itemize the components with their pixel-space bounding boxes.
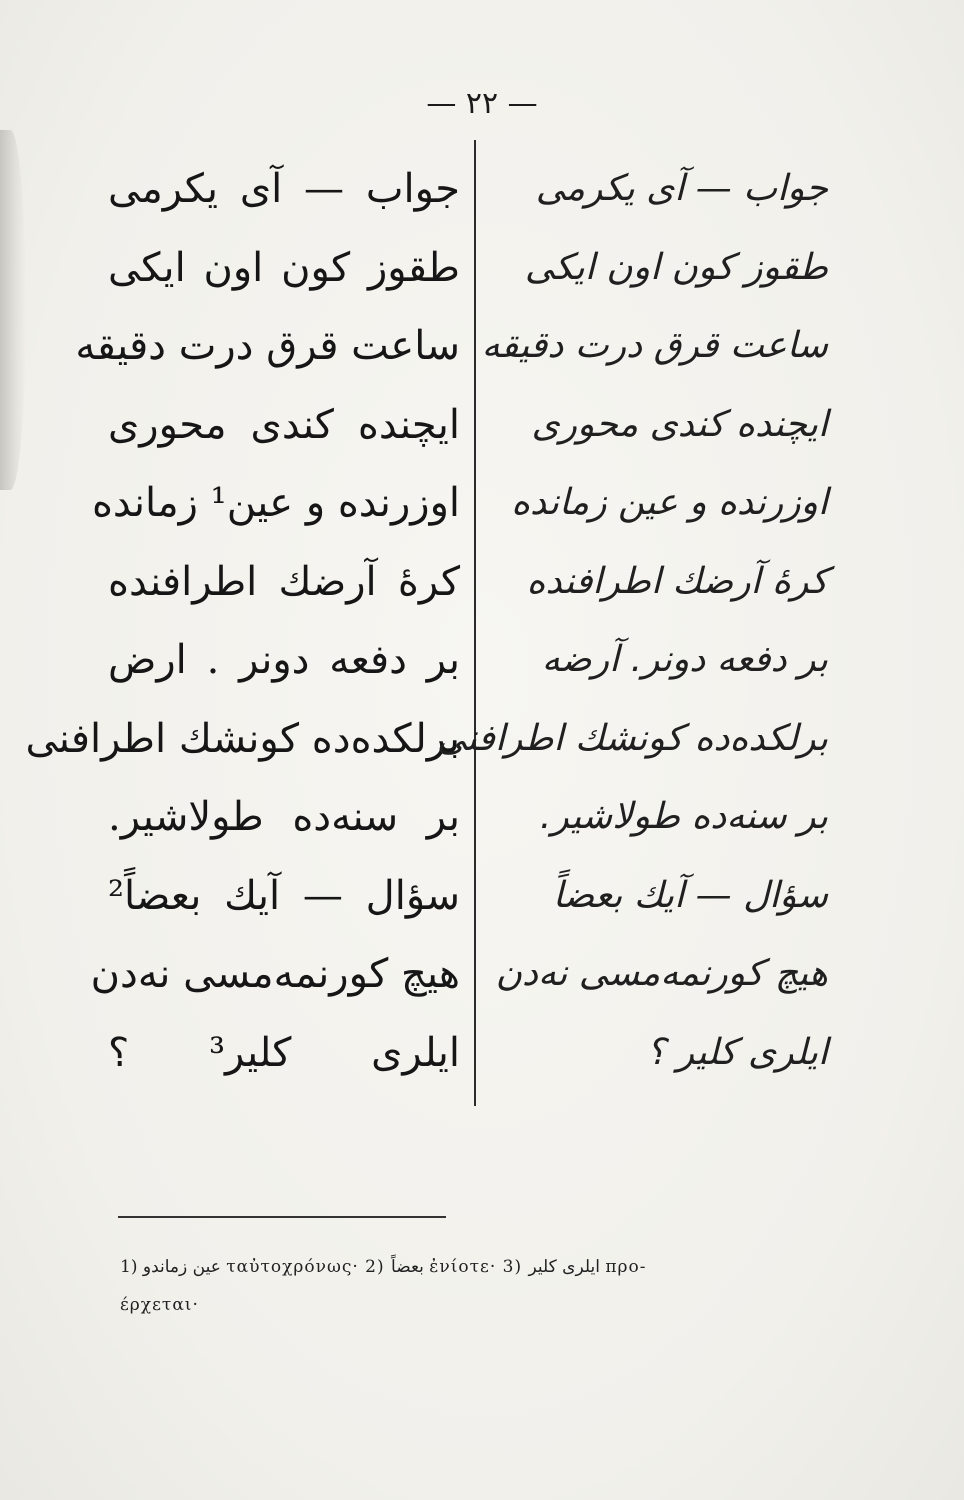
footnotes bbox=[120, 1248, 840, 1324]
printed-line: بر سنەدە طولاشیر. bbox=[108, 794, 460, 840]
footnote-continuation: έρχεται· bbox=[120, 1295, 199, 1315]
handwritten-line: ایلری کلیر ؟ bbox=[646, 1031, 828, 1073]
printed-line: سؤال — آیك بعضاً² bbox=[108, 872, 460, 919]
printed-line: کرهٔ آرضك اطرافنده bbox=[108, 558, 460, 605]
footnote-line: 1) عین زماندو ταὐτοχρόνως· 2) بعضاً ἐνίοτε· 3) ایلری کلیر προ- bbox=[120, 1257, 647, 1277]
binding-shadow bbox=[0, 130, 26, 490]
printed-line: جواب — آی یکرمی bbox=[108, 166, 460, 212]
printed-line: اوزرنده و عین¹ زمانده bbox=[91, 480, 460, 526]
handwritten-line: ایچنده کندی محوری bbox=[531, 403, 828, 445]
printed-line: ایچنده کندی محوری bbox=[108, 401, 460, 448]
handwritten-line: سؤال — آیك بعضاً bbox=[552, 874, 828, 916]
handwritten-line: ساعت قرق درت دقیقه bbox=[481, 325, 828, 366]
handwritten-line: کرهٔ آرضك اطرافنده bbox=[526, 560, 828, 602]
handwritten-line: بر دفعه دونر. آرضه bbox=[541, 639, 828, 680]
printed-line: برلکدەدە کونشك اطرافنی bbox=[25, 715, 460, 762]
printed-line: ساعت قرق درت دقیقه bbox=[75, 323, 460, 369]
printed-line: هیچ کورنمەمسی نەدن bbox=[90, 951, 460, 997]
page-number: — ٢٢ — bbox=[426, 86, 538, 121]
handwritten-line: بر سنەدە طولاشیر. bbox=[539, 796, 828, 837]
handwritten-line: طقوز کون اون ایکی bbox=[524, 246, 828, 288]
printed-text-column bbox=[25, 150, 460, 1092]
printed-line: ایلری کلیر³ ؟ bbox=[108, 1029, 460, 1076]
printed-line: بر دفعه دونر . ارض bbox=[108, 637, 460, 683]
handwritten-text-column bbox=[436, 150, 828, 1092]
handwritten-line: اوزرنده و عین زمانده bbox=[511, 482, 828, 523]
handwritten-line: هیچ کورنمەمسی نەدن bbox=[495, 953, 828, 994]
column-divider bbox=[474, 140, 476, 1106]
handwritten-line: جواب — آی یکرمی bbox=[535, 168, 828, 209]
printed-line: طقوز کون اون ایکی bbox=[108, 244, 460, 291]
footnote-rule bbox=[118, 1216, 446, 1218]
handwritten-line: برلکدەدە کونشك اطرافنی bbox=[436, 717, 828, 759]
